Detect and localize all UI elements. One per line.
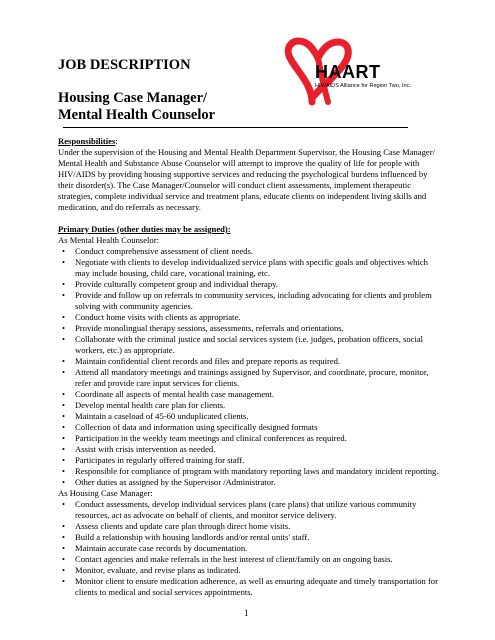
list-item: • Coordinate all aspects of mental health case management. — [58, 389, 444, 400]
responsibilities-label: Responsibilities — [58, 136, 116, 146]
title-block — [58, 57, 288, 124]
list-item: • Contact agencies and make referrals in the best interest of client/family on an ongoing basis. — [58, 554, 444, 565]
logo-name: HAART — [315, 62, 381, 82]
list-item: • Build a relationship with housing landlords and/or rental units' staff. — [58, 532, 444, 543]
list-item: • Monitor client to ensure medication adherence, as well as ensuring adequate and timely transportation for clients to medical and social services appointments. — [58, 576, 444, 598]
list-item: • Collection of data and information using specifically designed formats — [58, 422, 444, 433]
list-item: • Participation in the weekly team meetings and clinical conferences as required. — [58, 433, 444, 444]
primary-duties-label: Primary Duties (other duties may be assigned): — [58, 224, 231, 234]
responsibilities-colon: : — [115, 136, 118, 146]
list-item: • Conduct comprehensive assessment of client needs. — [58, 246, 444, 257]
housing-case-manager-heading: As Housing Case Manager: — [58, 488, 153, 498]
list-item: • Responsible for compliance of program with mandatory reporting laws and mandatory incident reporting. — [58, 466, 444, 477]
list-item: • Negotiate with clients to develop individualized service plans with specific goals and objectives which may include housing, child care, vocational training, etc. — [58, 257, 444, 279]
list-item: • Monitor, evaluate, and revise plans as indicated. — [58, 565, 444, 576]
page-number: 1 — [244, 608, 249, 618]
primary-duties-section — [58, 224, 444, 598]
list-item: • Provide monolingual therapy sessions, assessments, referrals and orientations. — [58, 323, 444, 334]
list-item: • Conduct assessments, develop individual services plans (care plans) that utilize various community resources, act as advocate on behalf of clients, and monitor service delivery. — [58, 499, 444, 521]
list-item: • Maintain accurate case records by documentation. — [58, 543, 444, 554]
document-body — [58, 136, 444, 598]
list-item: • Assess clients and update care plan through direct home visits. — [58, 521, 444, 532]
job-title-line-1: Housing Case Manager/ — [58, 90, 208, 106]
list-item: • Maintain a caseload of 45-60 unduplicated clients. — [58, 411, 444, 422]
mental-health-duties-list — [58, 246, 444, 488]
list-item: • Other duties as assigned by the Supervisor /Administrator. — [58, 477, 444, 488]
responsibilities-text: Under the supervision of the Housing and Mental Health Department Supervisor, the Housing Case Manager/ Mental Health and Substance Abuse Counselor will attempt to improve the quality of life for people with HIV/AIDS by providing housing supportive services and reducing the psychological burdens influenced by their disorder(s). The Case Manager/Counselor will conduct client assessments, implement therapeutic strategies, complete individual service and treatment plans, educate clients on independent living skills and medication, and do referrals as necessary. — [58, 147, 435, 212]
list-item: • Develop mental health care plan for clients. — [58, 400, 444, 411]
document-type-heading: JOB DESCRIPTION — [58, 57, 191, 73]
job-title-line-2: Mental Health Counselor — [58, 107, 216, 123]
mental-health-heading: As Mental Health Counselor: — [58, 235, 159, 245]
list-item: • Maintain confidential client records and files and prepare reports as required. — [58, 356, 444, 367]
list-item: • Participates in regularly offered training for staff. — [58, 455, 444, 466]
responsibilities-section — [58, 136, 444, 213]
list-item: • Provide culturally competent group and individual therapy. — [58, 279, 444, 290]
job-title — [58, 90, 288, 124]
header-divider — [63, 127, 408, 128]
list-item: • Attend all mandatory meetings and trainings assigned by Supervisor, and coordinate, procure, monitor, refer and provide care input services for clients. — [58, 367, 444, 389]
housing-case-manager-duties-list — [58, 499, 444, 598]
list-item: • Assist with crisis intervention as needed. — [58, 444, 444, 455]
list-item: • Collaborate with the criminal justice and social services system (i.e. judges, probation officers, social workers, etc.) as appropriate. — [58, 334, 444, 356]
logo-tagline: HIV/AIDS Alliance for Region Two, Inc. — [315, 83, 411, 89]
list-item: • Conduct home visits with clients as appropriate. — [58, 312, 444, 323]
list-item: • Provide and follow up on referrals to community services, including advocating for clients and problem solving with community agencies. — [58, 290, 444, 312]
